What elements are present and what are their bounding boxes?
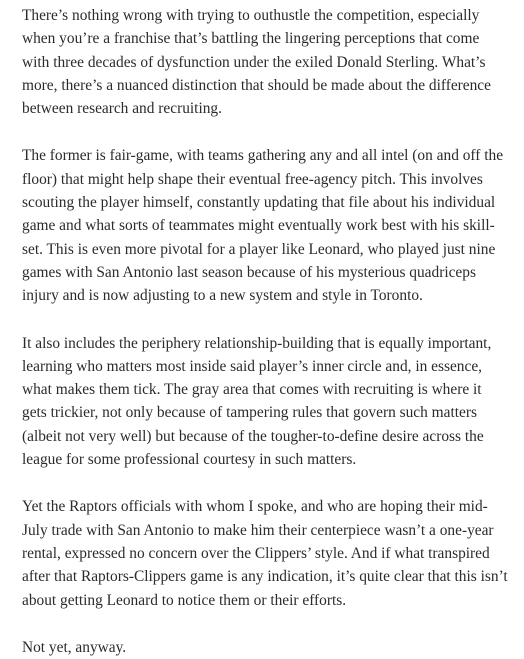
paragraph-3: It also includes the periphery relationship-building that is equally important, learning who matters most inside said player’s inner circle and, in essence, what makes them tick. The gray area that comes with recruiting is where it gets trickier, not only because of tampering rules that govern such matters (albeit not very well) but because of the tougher-to-define desire across the league for some professional courtesy in such matters. <box>22 334 492 469</box>
paragraph-4: Yet the Raptors officials with whom I spoke, and who are hoping their mid-July trade with San Antonio to make him their centerpiece wasn’t a one-year rental, expressed no concern over the Clippers’ style. And if what transpired after that Raptors-Clippers game is any indication, it’s quite clear that this isn’t about getting Leonard to notice them or their efforts. <box>22 498 508 609</box>
article-body <box>22 4 510 659</box>
paragraph-2: The former is fair-game, with teams gathering any and all intel (on and off the floor) that might help shape their eventual free-agency pitch. This involves scouting the player himself, constantly updating that file about his individual game and what sorts of teammates might eventually work best with his skill-set. This is even more pivotal for a player like Leonard, who played just nine games with San Antonio last season because of his mysterious quadriceps injury and is now adjusting to a new system and style in Toronto. <box>22 147 504 305</box>
paragraph-1: There’s nothing wrong with trying to outhustle the competition, especially when you’re a franchise that’s battling the lingering perceptions that come with three decades of dysfunction under the exiled Donald Sterling. What’s more, there’s a nuanced distinction that should be made about the difference between research and recruiting. <box>22 7 491 118</box>
paragraph-5: Not yet, anyway. <box>22 638 127 656</box>
